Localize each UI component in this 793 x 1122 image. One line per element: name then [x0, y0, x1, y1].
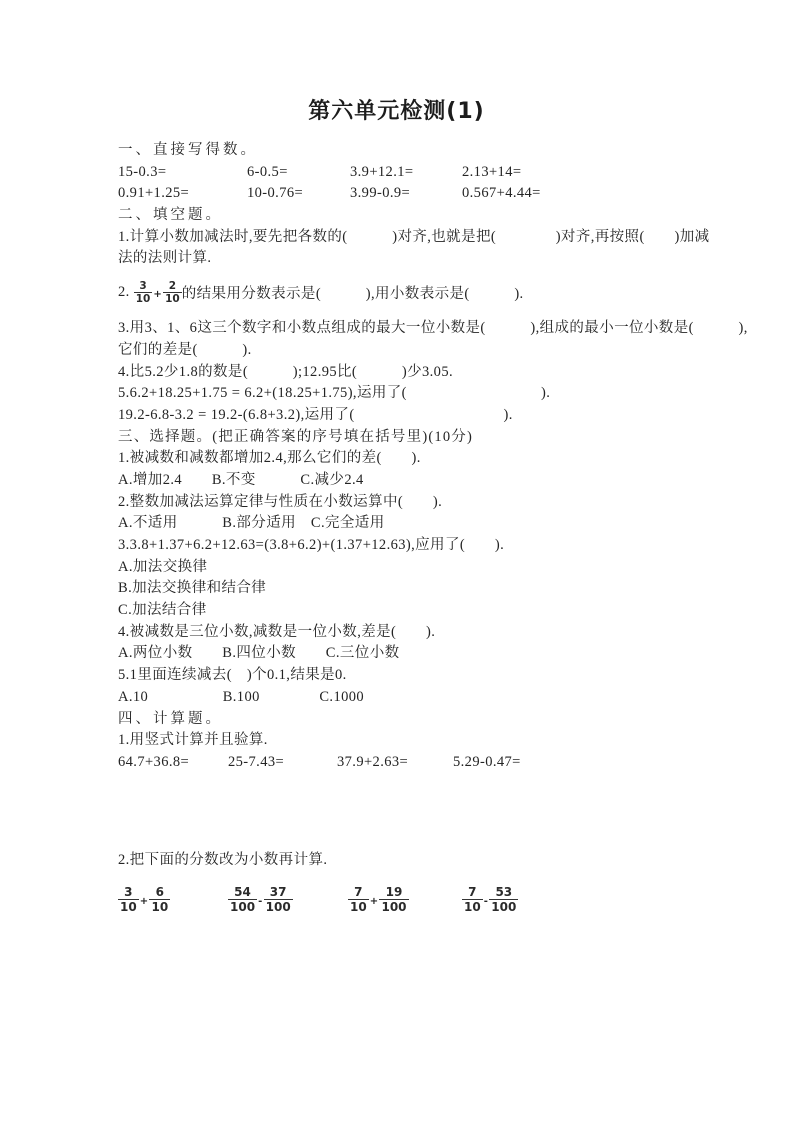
fill-blank-q5-line1: 5.6.2+18.25+1.75 = 6.2+(18.25+1.75),运用了( ). — [118, 385, 551, 402]
fraction-numerator: 6 — [155, 884, 165, 899]
fraction-denominator: 10 — [135, 292, 151, 305]
calc-item: 5.29-0.47= — [453, 753, 521, 770]
fill-blank-q1-line1: 1.计算小数加减法时,要先把各数的( )对齐,也就是把( )对齐,再按照( )加减 — [118, 228, 710, 245]
calc-q2-instruction: 2.把下面的分数改为小数再计算. — [118, 851, 328, 868]
fraction-denominator: 10 — [151, 899, 169, 914]
fraction-numerator: 19 — [385, 884, 403, 899]
fraction-denominator: 100 — [381, 899, 407, 914]
oral-calc-item: 2.13+14= — [462, 163, 522, 180]
choice-q5-options: A.10 B.100 C.1000 — [118, 688, 365, 705]
choice-q3-option-b: B.加法交换律和结合律 — [118, 580, 267, 597]
fraction-expression — [348, 885, 462, 914]
fraction-numerator: 53 — [495, 884, 513, 899]
question-number: 2. — [118, 283, 130, 300]
operator: - — [483, 895, 489, 907]
fraction-numerator: 3 — [124, 884, 133, 899]
section-1-heading: 一、直接写得数。 — [118, 142, 258, 158]
choice-q5: 5.1里面连续减去( )个0.1,结果是0. — [118, 667, 347, 684]
operator: + — [369, 895, 379, 907]
operator: + — [153, 288, 163, 300]
choice-q3-option-c: C.加法结合律 — [118, 602, 207, 619]
section-3-heading: 三、选择题。(把正确答案的序号填在括号里)(10分) — [118, 428, 474, 445]
calc-item: 64.7+36.8= — [118, 753, 190, 770]
choice-q4-options: A.两位小数 B.四位小数 C.三位小数 — [118, 645, 400, 662]
section-4-heading: 四、计算题。 — [118, 710, 223, 727]
choice-q2: 2.整数加减法运算定律与性质在小数运算中( ). — [118, 493, 443, 510]
choice-q3: 3.3.8+1.37+6.2+12.63=(3.8+6.2)+(1.37+12.63),应用了( ). — [118, 537, 505, 553]
oral-calc-row-1 — [118, 162, 763, 184]
fraction-denominator: 10 — [165, 292, 180, 305]
fraction — [462, 885, 483, 914]
calc-item: 37.9+2.63= — [337, 753, 409, 770]
oral-calc-item: 10-0.76= — [247, 185, 304, 202]
fill-blank-q1-line2: 法的法则计算. — [118, 250, 212, 267]
fraction-denominator: 100 — [491, 899, 517, 914]
fill-blank-q3-line2: 它们的差是( ). — [118, 341, 252, 358]
oral-calc-item: 6-0.5= — [247, 163, 288, 180]
fraction-numerator: 54 — [234, 884, 251, 899]
fraction-numerator: 3 — [139, 279, 147, 292]
page-title: 第六单元检测(1) — [308, 99, 485, 124]
vertical-calc-row — [118, 752, 763, 774]
choice-q1: 1.被减数和减数都增加2.4,那么它们的差( ). — [118, 450, 421, 467]
fill-blank-q5-line2: 19.2-6.8-3.2 = 19.2-(6.8+3.2),运用了( ). — [118, 406, 513, 423]
fraction-expression — [462, 885, 518, 914]
oral-calc-item: 0.567+4.44= — [462, 185, 541, 202]
oral-calc-row-2 — [118, 183, 763, 205]
fill-blank-q4: 4.比5.2少1.8的数是( );12.95比( )少3.05. — [118, 363, 453, 380]
fill-blank-q2 — [118, 275, 763, 309]
fill-blank-q3-line1: 3.用3、1、6这三个数字和小数点组成的最大一位小数是( ),组成的最小一位小数是( ), — [118, 320, 748, 337]
fill-blank-q2-text: 的结果用分数表示是( ),用小数表示是( ). — [181, 285, 524, 302]
fraction-denominator: 10 — [350, 899, 367, 914]
choice-q4: 4.被减数是三位小数,减数是一位小数,差是( ). — [118, 623, 436, 640]
choice-q2-options: A.不适用 B.部分适用 C.完全适用 — [118, 515, 385, 532]
fraction-denominator: 10 — [120, 899, 137, 914]
fraction-expression — [118, 885, 228, 914]
oral-calc-item: 0.91+1.25= — [118, 185, 190, 202]
calc-q1-instruction: 1.用竖式计算并且验算. — [118, 732, 268, 749]
choice-q1-options: A.增加2.4 B.不变 C.减少2.4 — [118, 471, 364, 488]
fraction-denominator: 100 — [230, 899, 256, 914]
fraction — [264, 885, 293, 914]
fraction-denominator: 100 — [265, 899, 291, 914]
worksheet-content — [118, 140, 763, 918]
fraction — [118, 885, 139, 914]
calc-item: 25-7.43= — [228, 753, 285, 770]
operator: - — [258, 895, 263, 907]
fraction — [134, 280, 153, 305]
fraction-numerator: 7 — [354, 884, 363, 899]
fraction-problems-row — [118, 880, 763, 918]
fraction-expression — [228, 885, 348, 914]
choice-q3-option-a: A.加法交换律 — [118, 558, 208, 575]
fraction-numerator: 7 — [468, 884, 477, 899]
fraction — [489, 885, 518, 914]
section-2-heading: 二、填空题。 — [118, 207, 223, 224]
fraction — [163, 280, 182, 305]
fraction-numerator: 2 — [168, 279, 177, 292]
working-space — [118, 774, 763, 850]
oral-calc-item: 3.99-0.9= — [350, 185, 411, 202]
fraction-denominator: 10 — [464, 899, 481, 914]
fraction — [379, 885, 408, 914]
oral-calc-item: 3.9+12.1= — [350, 163, 414, 180]
fraction — [348, 885, 369, 914]
fraction-numerator: 37 — [269, 884, 287, 899]
fraction — [149, 885, 170, 914]
fraction — [228, 885, 257, 914]
operator: + — [139, 895, 149, 907]
oral-calc-item: 15-0.3= — [118, 163, 167, 180]
